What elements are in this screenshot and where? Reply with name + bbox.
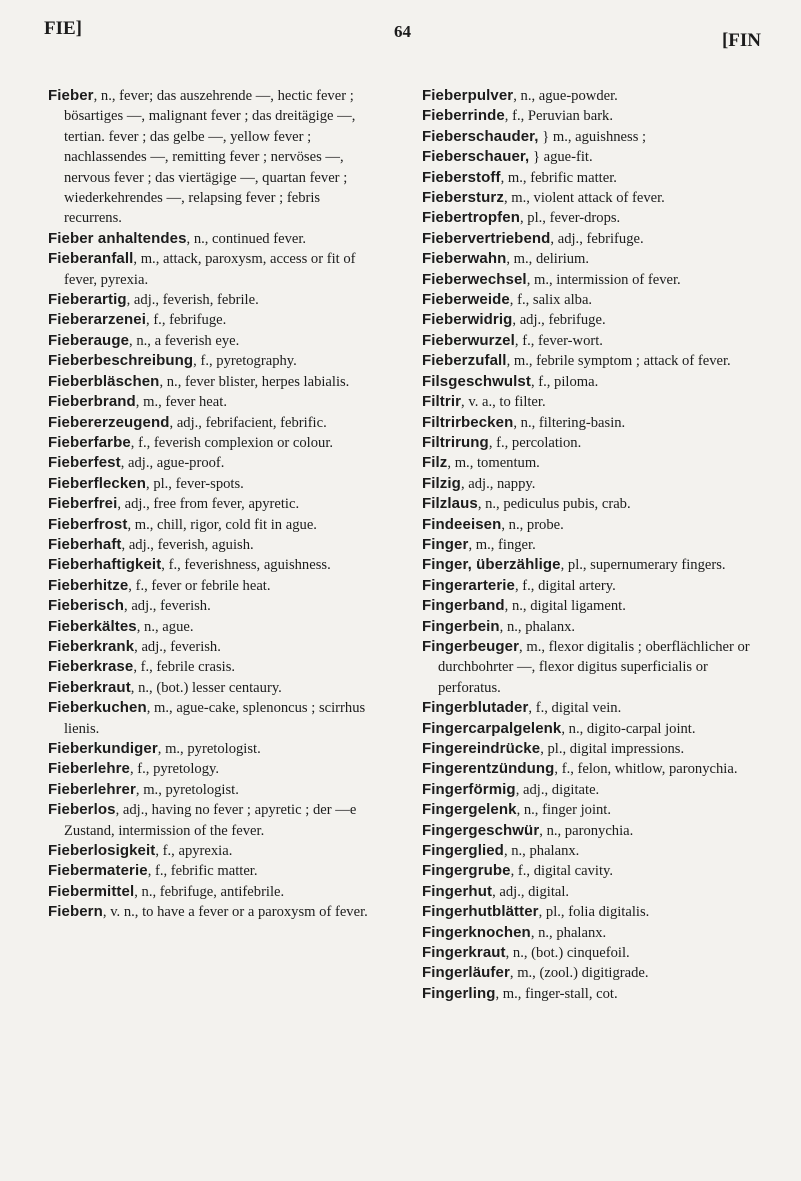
- dictionary-entry: [48, 637, 378, 657]
- entry-definition: , m., violent attack of fever.: [503, 190, 665, 207]
- entry-definition: , f., piloma.: [530, 373, 599, 390]
- entry-headword: Fieberlehre: [48, 760, 130, 778]
- entry-definition: , f., febrifuge.: [146, 312, 227, 329]
- entry-definition: , f., febrific matter.: [147, 863, 258, 880]
- entry-headword: Fieberkrase: [48, 658, 134, 676]
- entry-definition: , n., phalanx.: [499, 618, 576, 635]
- entry-definition: , n., paronychia.: [539, 822, 634, 839]
- entry-definition: , m., chill, rigor, cold fit in ague.: [127, 516, 317, 533]
- entry-headword: Fiebervertriebend: [422, 229, 551, 247]
- entry-headword: Fiebersturz: [422, 189, 504, 207]
- entry-definition: , adj., ague-proof.: [120, 455, 225, 472]
- entry-headword: Finger: [422, 535, 469, 553]
- dictionary-entry: [422, 535, 762, 555]
- dictionary-entry: [422, 943, 762, 963]
- entry-definition: , f., felon, whitlow, paronychia.: [554, 761, 738, 778]
- dictionary-entry: [422, 351, 762, 371]
- entry-headword: Fieberbläschen: [48, 372, 160, 390]
- dictionary-entry: [422, 596, 762, 616]
- entry-definition: , n., phalanx.: [530, 924, 607, 941]
- entry-headword: Fingerhut: [422, 882, 493, 900]
- entry-headword: Filtrir: [422, 393, 462, 411]
- entry-definition: , pl., fever-spots.: [146, 475, 244, 492]
- entry-definition: , n., fever blister, herpes labialis.: [159, 373, 350, 390]
- entry-headword: Findeeisen: [422, 515, 502, 533]
- entry-headword: Fingerläufer: [422, 964, 510, 982]
- dictionary-entry: [48, 698, 378, 739]
- dictionary-entry: [422, 188, 762, 208]
- entry-definition: , adj., feverish.: [124, 598, 211, 615]
- dictionary-entry: [422, 902, 762, 922]
- entry-headword: Fieberwechsel: [422, 270, 527, 288]
- dictionary-entry: [422, 963, 762, 983]
- entry-definition: , f., apyrexia.: [155, 843, 233, 860]
- dictionary-entry: [48, 433, 378, 453]
- entry-definition: , f., fever or febrile heat.: [128, 577, 271, 594]
- entry-headword: Filtrirung: [422, 433, 489, 451]
- entry-definition: , adj., feverish, aguish.: [121, 536, 254, 553]
- entry-headword: Fingerbeuger: [422, 637, 520, 655]
- entry-headword: Fingercarpalgelenk: [422, 719, 562, 737]
- dictionary-entry: [48, 555, 378, 575]
- entry-headword: Fieberflecken: [48, 474, 147, 492]
- dictionary-entry: [48, 902, 378, 922]
- entry-headword: Fieberschauder,: [422, 127, 539, 145]
- dictionary-entry: [48, 576, 378, 596]
- dictionary-entry: [422, 208, 762, 228]
- entry-headword: Fieber: [48, 87, 94, 104]
- dictionary-entry: [422, 515, 762, 535]
- entry-headword: Fieberkundiger: [48, 740, 158, 757]
- entry-definition: , adj., feverish, febrile.: [126, 292, 259, 309]
- dictionary-entry: [422, 413, 762, 433]
- dictionary-entry: [48, 413, 378, 433]
- entry-headword: Filtrirbecken: [422, 413, 514, 431]
- entry-definition: , m., finger.: [468, 536, 536, 553]
- entry-definition: , n., digital ligament.: [504, 598, 626, 615]
- entry-headword: Fieberbeschreibung: [48, 352, 194, 370]
- right-column: [422, 86, 762, 1004]
- entry-headword: Finger, überzählige: [422, 556, 561, 574]
- dictionary-entry: [422, 86, 762, 106]
- dictionary-entry: [422, 494, 762, 514]
- dictionary-entry: [422, 841, 762, 861]
- entry-definition: , pl., digital impressions.: [540, 741, 685, 757]
- entry-headword: Fieberfest: [48, 454, 121, 472]
- entry-definition: , n., digito-carpal joint.: [561, 720, 696, 737]
- entry-headword: Filzig: [422, 474, 461, 492]
- entry-definition: , m., flexor digitalis ; oberflächlicher or durchbohrter —, flexor digitus superficialis or perforatus.: [438, 638, 750, 696]
- entry-definition: , n., ague-powder.: [513, 88, 618, 104]
- dictionary-entry: [48, 617, 378, 637]
- entry-definition: , m., ague-cake, splenoncus ; scirrhus lienis.: [64, 700, 366, 737]
- entry-headword: Fingerblutader: [422, 699, 529, 717]
- entry-definition: , n., pediculus pubis, crab.: [477, 496, 631, 513]
- dictionary-entry: [422, 331, 762, 351]
- entry-headword: Fiebererzeugend: [48, 413, 170, 431]
- entry-definition: , f., Peruvian bark.: [504, 108, 614, 125]
- dictionary-entry: [48, 453, 378, 473]
- page-number: 64: [394, 22, 411, 41]
- dictionary-entry: [422, 555, 762, 575]
- dictionary-entry: [48, 535, 378, 555]
- entry-headword: Fingereindrücke: [422, 740, 541, 757]
- entry-headword: Fingerband: [422, 597, 505, 615]
- entry-headword: Fieberauge: [48, 331, 130, 349]
- dictionary-entry: [48, 515, 378, 535]
- entry-definition: , f., fever-wort.: [514, 332, 603, 349]
- entry-headword: Fieberrinde: [422, 107, 505, 125]
- entry-headword: Fiebermittel: [48, 882, 135, 900]
- entry-definition: , m., pyretologist.: [135, 781, 239, 798]
- entry-definition: , pl., supernumerary fingers.: [560, 557, 726, 574]
- entry-definition: , f., pyretology.: [129, 761, 219, 778]
- header-right-guide: [FIN: [721, 30, 761, 51]
- entry-headword: Fieberkuchen: [48, 699, 147, 717]
- entry-headword: Fieberfrost: [48, 515, 128, 533]
- entry-headword: Fingerbein: [422, 617, 500, 635]
- entry-definition: , n., (bot.) lesser centaury.: [130, 679, 282, 696]
- entry-definition: , adj., febrifuge.: [550, 230, 644, 247]
- entry-headword: Filzlaus: [422, 495, 478, 513]
- dictionary-entry: [422, 923, 762, 943]
- dictionary-entry: [422, 372, 762, 392]
- entry-definition: , f., digital artery.: [515, 577, 616, 594]
- running-header: [44, 14, 761, 51]
- entry-headword: Fieberstoff: [422, 168, 501, 186]
- dictionary-entry: [422, 433, 762, 453]
- entry-definition: , f., digital vein.: [528, 700, 622, 717]
- entry-headword: Fieberartig: [48, 291, 127, 309]
- entry-definition: , m., febrific matter.: [500, 169, 617, 186]
- entry-headword: Fingerförmig: [422, 780, 516, 798]
- entry-definition: , m., pyretologist.: [157, 741, 261, 757]
- entry-definition: , v. n., to have a fever or a paroxysm of fever.: [102, 904, 368, 921]
- entry-definition: , adj., free from fever, apyretic.: [117, 496, 300, 513]
- entry-definition: , m., delirium.: [506, 251, 590, 268]
- entry-headword: Fieberkraut: [48, 678, 131, 696]
- entry-definition: , n., (bot.) cinquefoil.: [505, 945, 630, 962]
- entry-headword: Fieberbrand: [48, 393, 136, 411]
- dictionary-entry: [422, 984, 762, 1004]
- dictionary-entry: [422, 617, 762, 637]
- dictionary-entry: [422, 229, 762, 249]
- entry-headword: Fiebertropfen: [422, 209, 520, 227]
- entry-definition: , n., finger joint.: [516, 802, 612, 819]
- entry-headword: Fingerglied: [422, 842, 504, 860]
- entry-definition: , f., feverishness, aguishness.: [161, 557, 331, 574]
- dictionary-entry: [48, 678, 378, 698]
- entry-definition: , adj., febrifacient, febrific.: [169, 414, 327, 431]
- entry-headword: Filz: [422, 454, 448, 472]
- entry-headword: Fieberhaft: [48, 535, 122, 553]
- dictionary-entry: [48, 780, 378, 800]
- entry-headword: Fieberwidrig: [422, 311, 513, 329]
- entry-headword: Fieberpulver: [422, 87, 514, 104]
- entry-definition: , m., finger-stall, cot.: [495, 985, 618, 1002]
- dictionary-entry: [48, 474, 378, 494]
- entry-headword: Fieberlehrer: [48, 780, 136, 798]
- entry-headword: Fiebern: [48, 903, 103, 921]
- dictionary-entry: [422, 780, 762, 800]
- dictionary-entry: [48, 800, 378, 841]
- dictionary-entry: [422, 800, 762, 820]
- entry-definition: , adj., nappy.: [460, 475, 536, 492]
- entry-definition: , adj., digital.: [492, 883, 570, 900]
- entry-definition: , v. a., to filter.: [461, 394, 546, 411]
- entry-definition: , adj., digitate.: [515, 781, 600, 798]
- dictionary-entry: [48, 841, 378, 861]
- entry-headword: Fingerling: [422, 984, 496, 1002]
- entry-definition: , m., (zool.) digitigrade.: [509, 965, 649, 982]
- entry-headword: Fieberhitze: [48, 576, 129, 594]
- entry-definition: , f., febrile crasis.: [133, 659, 236, 676]
- dictionary-entry: [48, 331, 378, 351]
- entry-definition: , n., probe.: [501, 516, 564, 533]
- dictionary-entry: [422, 739, 762, 759]
- dictionary-entry: [48, 372, 378, 392]
- entry-headword: Fieberkrank: [48, 637, 135, 655]
- entry-headword: Fingerentzündung: [422, 760, 555, 778]
- entry-definition: , n., fever; das auszehrende —, hectic fever ; bösartiges —, malignant fever ; das dreitägige —, tertian. fever ; das gelbe —, yellow fever ; nachlassendes —, remitting fever ; nervöses —, nervous fever ; das viertägige —, quartan fever ; wiederkehrendes —, relapsing fever ; febris recurrens.: [64, 88, 356, 227]
- dictionary-entry: [422, 453, 762, 473]
- dictionary-entry: [422, 637, 762, 698]
- entry-headword: Fieberarzenei: [48, 311, 147, 329]
- dictionary-entry: [48, 596, 378, 616]
- entry-headword: Fingerknochen: [422, 923, 531, 941]
- entry-headword: Fingerarterie: [422, 576, 515, 594]
- entry-definition: , pl., folia digitalis.: [538, 904, 650, 921]
- entry-headword: Fieberweide: [422, 291, 510, 309]
- entry-headword: Fiebermaterie: [48, 862, 148, 880]
- entry-definition: , pl., fever-drops.: [519, 210, 621, 227]
- entry-headword: Fingerkraut: [422, 944, 506, 962]
- entry-headword: Fieberhaftigkeit: [48, 556, 162, 574]
- entry-definition: , n., a feverish eye.: [129, 332, 240, 349]
- dictionary-entry: [48, 759, 378, 779]
- dictionary-entry: [422, 576, 762, 596]
- entry-definition: , m., fever heat.: [135, 394, 227, 411]
- dictionary-entry: [48, 392, 378, 412]
- entry-definition: , f., percolation.: [488, 434, 582, 451]
- entry-headword: Fieberfarbe: [48, 433, 131, 451]
- left-column: [48, 86, 378, 923]
- entry-definition: , m., attack, paroxysm, access or fit of fever, pyrexia.: [64, 251, 356, 288]
- dictionary-entry: [422, 290, 762, 310]
- entry-headword: Fingergeschwür: [422, 821, 540, 839]
- dictionary-entry: [422, 147, 762, 167]
- entry-headword: Fieberwahn: [422, 250, 507, 268]
- entry-headword: Fieberwurzel: [422, 331, 515, 349]
- dictionary-entry: [422, 270, 762, 290]
- entry-definition: , n., phalanx.: [503, 843, 580, 860]
- entry-headword: Fieber anhaltendes: [48, 229, 187, 247]
- entry-definition: , f., pyretography.: [193, 353, 297, 370]
- entry-definition: , m., intermission of fever.: [526, 271, 681, 288]
- entry-definition: , f., salix alba.: [509, 292, 593, 309]
- dictionary-entry: [48, 861, 378, 881]
- entry-headword: Fieberanfall: [48, 250, 134, 268]
- entry-definition: , f., feverish complexion or colour.: [130, 434, 334, 451]
- dictionary-entry: [48, 229, 378, 249]
- entry-headword: Fieberlosigkeit: [48, 842, 156, 860]
- entry-headword: Fieberzufall: [422, 352, 507, 370]
- dictionary-entry: [422, 882, 762, 902]
- dictionary-entry: [48, 494, 378, 514]
- dictionary-entry: [48, 290, 378, 310]
- dictionary-entry: [48, 310, 378, 330]
- dictionary-entry: [422, 759, 762, 779]
- entry-headword: Fieberschauer,: [422, 148, 530, 166]
- entry-definition: , adj., febrifuge.: [512, 312, 606, 329]
- header-left-guide: FIE]: [44, 18, 82, 39]
- entry-definition: , f., digital cavity.: [510, 863, 614, 880]
- dictionary-entry: [422, 168, 762, 188]
- entry-definition: , m., febrile symptom ; attack of fever.: [506, 353, 731, 370]
- entry-definition: , n., ague.: [136, 618, 194, 635]
- entry-headword: Fingerhutblätter: [422, 903, 539, 921]
- entry-headword: Filsgeschwulst: [422, 372, 531, 390]
- entry-headword: Fieberfrei: [48, 495, 118, 513]
- entry-definition: } m., aguishness ;: [538, 128, 647, 145]
- entry-headword: Fieberisch: [48, 597, 125, 615]
- dictionary-entry: [48, 351, 378, 371]
- entry-definition: , n., filtering-basin.: [513, 414, 626, 431]
- entry-headword: Fingergrube: [422, 862, 511, 880]
- dictionary-entry: [422, 310, 762, 330]
- dictionary-entry: [48, 249, 378, 290]
- entry-definition: } ague-fit.: [529, 149, 593, 166]
- entry-definition: , n., continued fever.: [186, 230, 307, 247]
- dictionary-entry: [48, 739, 378, 759]
- dictionary-entry: [422, 392, 762, 412]
- dictionary-entry: [48, 882, 378, 902]
- dictionary-entry: [48, 86, 378, 229]
- dictionary-entry: [422, 474, 762, 494]
- entry-definition: , adj., feverish.: [134, 638, 221, 655]
- dictionary-entry: [422, 249, 762, 269]
- dictionary-entry: [422, 127, 762, 147]
- entry-headword: Fieberlos: [48, 801, 116, 819]
- entry-headword: Fieberkältes: [48, 617, 137, 635]
- dictionary-entry: [422, 106, 762, 126]
- dictionary-entry: [422, 698, 762, 718]
- entry-definition: , n., febrifuge, antifebrile.: [134, 883, 285, 900]
- dictionary-entry: [48, 657, 378, 677]
- dictionary-entry: [422, 821, 762, 841]
- entry-headword: Fingergelenk: [422, 801, 517, 819]
- dictionary-entry: [422, 861, 762, 881]
- entry-definition: , m., tomentum.: [447, 455, 540, 472]
- entry-definition: , adj., having no fever ; apyretic ; der —e Zustand, intermission of the fever.: [64, 802, 357, 839]
- dictionary-entry: [422, 719, 762, 739]
